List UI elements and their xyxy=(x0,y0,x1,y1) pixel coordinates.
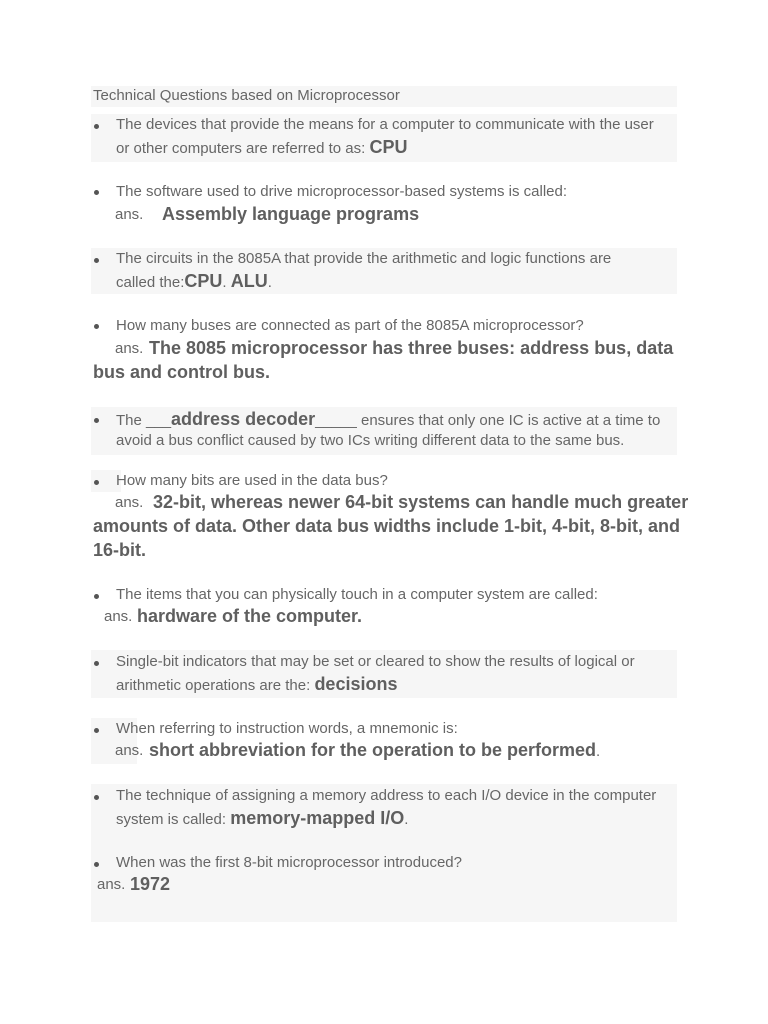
question-11-ans-label: ans. xyxy=(97,876,126,893)
question-4-line1: How many buses are connected as part of the 8085A microprocessor? xyxy=(116,317,584,334)
question-11-line1: When was the first 8-bit microprocessor introduced? xyxy=(116,854,462,871)
period: . xyxy=(267,274,272,291)
page-title: Technical Questions based on Microprocessor xyxy=(93,87,400,104)
question-text: called the: xyxy=(116,274,185,291)
answer-text: CPU xyxy=(369,137,408,157)
bullet xyxy=(94,661,99,666)
question-6-line1: How many bits are used in the data bus? xyxy=(116,472,388,489)
answer-text: The 8085 microprocessor has three buses: address bus, data xyxy=(149,338,674,358)
bullet xyxy=(94,795,99,800)
question-8-line1: Single-bit indicators that may be set or cleared to show the results of logical or xyxy=(116,653,635,670)
question-3-line1: The circuits in the 8085A that provide the arithmetic and logic functions are xyxy=(116,250,612,267)
answer-text: 1972 xyxy=(130,874,171,894)
question-6-ans-label: ans. xyxy=(115,494,144,511)
question-text: arithmetic operations are the: xyxy=(116,677,315,694)
question-4-ans-label: ans. xyxy=(115,340,144,357)
answer-text: decisions xyxy=(314,674,398,694)
question-2-line1: The software used to drive microprocessor-based systems is called: xyxy=(116,183,568,200)
answer-text: 32-bit, whereas newer 64-bit systems can handle much greater xyxy=(153,492,689,512)
bullet xyxy=(94,190,99,195)
period: . xyxy=(596,743,601,760)
answer-text: amounts of data. Other data bus widths include 1-bit, 4-bit, 8-bit, and xyxy=(93,516,681,536)
question-3-line2 xyxy=(116,270,272,294)
answer-text: CPU xyxy=(184,271,223,291)
question-text: The xyxy=(116,412,147,429)
answer-text: hardware of the computer. xyxy=(137,606,363,626)
question-5-line1 xyxy=(116,408,660,432)
answer-text: Assembly language programs xyxy=(162,204,420,224)
question-1-line1: The devices that provide the means for a computer to communicate with the user xyxy=(116,116,654,133)
bullet xyxy=(94,728,99,733)
bullet xyxy=(94,124,99,129)
question-9-line1: When referring to instruction words, a mnemonic is: xyxy=(116,720,458,737)
question-text: ensures that only one IC is active at a time to xyxy=(356,412,661,429)
separator: . xyxy=(222,274,231,291)
question-5-line2: avoid a bus conflict caused by two ICs writing different data to the same bus. xyxy=(116,432,625,449)
answer-text: 16-bit. xyxy=(93,540,147,560)
answer-text: short abbreviation for the operation to be performed xyxy=(149,740,597,760)
bullet xyxy=(94,324,99,329)
blank: ___ xyxy=(146,412,172,429)
answer-text: memory-mapped I/O xyxy=(230,808,405,828)
blank: _____ xyxy=(315,412,357,429)
question-7-ans-label: ans. xyxy=(104,608,133,625)
bullet xyxy=(94,480,99,485)
period: . xyxy=(404,811,409,828)
bullet xyxy=(94,594,99,599)
answer-text: address decoder xyxy=(171,409,316,429)
bullet xyxy=(94,862,99,867)
question-8-line2 xyxy=(116,673,397,697)
question-10-line2 xyxy=(116,807,408,831)
question-9-answer-line xyxy=(149,738,600,764)
bullet xyxy=(94,418,99,423)
question-7-line1: The items that you can physically touch in a computer system are called: xyxy=(116,586,598,603)
bullet xyxy=(94,258,99,263)
question-2-ans-label: ans. xyxy=(115,206,144,223)
question-text: or other computers are referred to as: xyxy=(116,140,370,157)
question-1-line2 xyxy=(116,136,407,160)
question-10-line1: The technique of assigning a memory address to each I/O device in the computer xyxy=(116,787,657,804)
question-9-ans-label: ans. xyxy=(115,742,144,759)
question-text: system is called: xyxy=(116,811,231,828)
answer-text: bus and control bus. xyxy=(93,362,271,382)
answer-text: ALU xyxy=(230,271,268,291)
